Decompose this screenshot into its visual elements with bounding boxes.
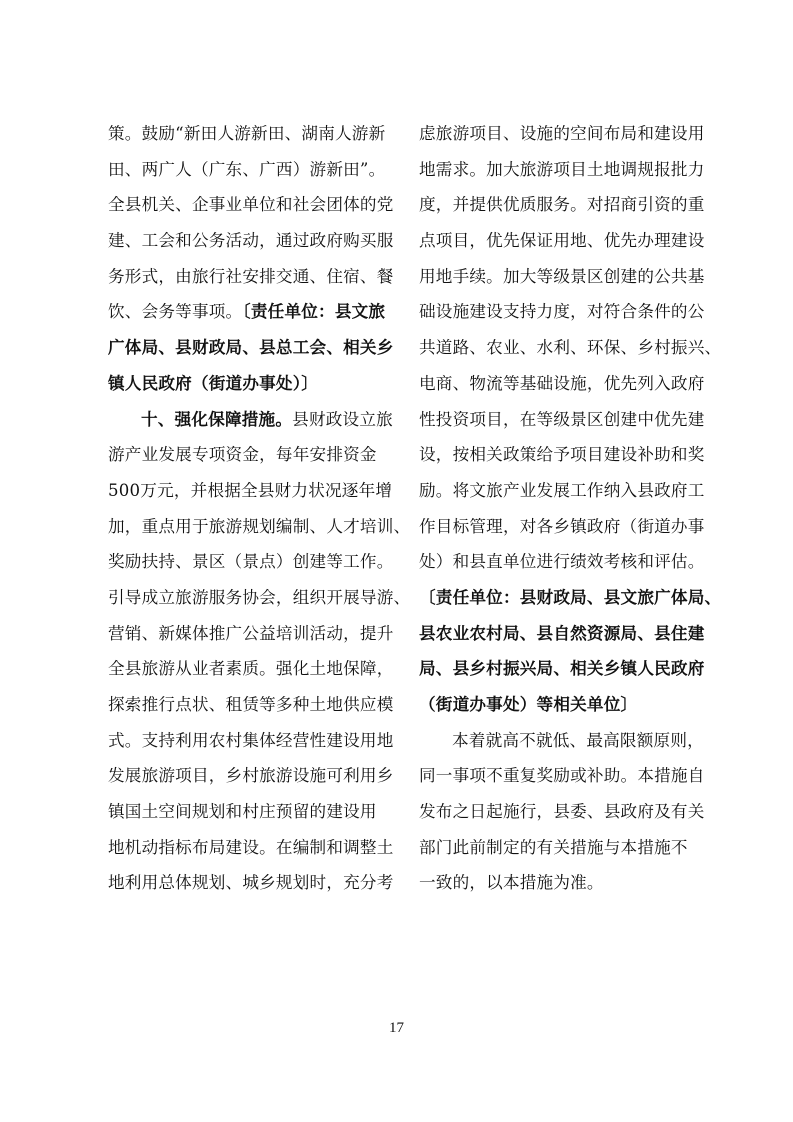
bold-text-run: 县农业农村局、县自然资源局、县住建 [419, 622, 705, 643]
text-run: 设，按相关政策给予项目建设补助和奖 [419, 445, 705, 465]
left-column [108, 116, 411, 901]
text-line [419, 330, 722, 366]
text-run: 建、工会和公务活动，通过政府购买服 [108, 231, 394, 251]
text-line [108, 330, 402, 366]
bold-text-run: （街道办事处）等相关单位〕 [419, 694, 638, 714]
text-line [108, 223, 402, 259]
text-run: 务形式，由旅行社安排交通、住宿、餐 [108, 266, 394, 286]
text-line [108, 509, 411, 545]
text-line [419, 116, 713, 152]
text-run: 度，并提供优质服务。对招商引资的重 [419, 195, 705, 215]
text-line [419, 758, 713, 794]
bold-text-run: 〔责任单位：县文旅 [242, 301, 386, 322]
text-line [108, 152, 402, 188]
text-line [419, 544, 713, 580]
text-line [419, 402, 713, 438]
text-run: 饮、会务等事项。 [108, 302, 243, 322]
text-run: 虑旅游项目、设施的空间布局和建设用 [419, 124, 705, 143]
text-run: 营销、新媒体推广公益培训活动，提升 [108, 623, 394, 643]
text-line [108, 758, 402, 794]
text-run: 地需求。加大旅游项目土地调规报批力 [419, 159, 705, 179]
text-run: 性投资项目，在等级景区创建中优先建 [419, 409, 705, 429]
text-run: 全县机关、企事业单位和社会团体的党 [108, 195, 394, 215]
text-run: 加，重点用于旅游规划编制、人才培训、 [108, 516, 411, 536]
text-run: 用地手续。加大等级景区创建的公共基 [419, 266, 705, 286]
text-line [108, 616, 402, 652]
text-line [419, 223, 713, 259]
text-line [419, 294, 713, 330]
text-line [419, 152, 713, 188]
text-run: 奖励扶持、景区（景点）创建等工作。 [108, 552, 394, 572]
text-run: 础设施建设支持力度，对符合条件的公 [419, 302, 705, 322]
text-line [108, 651, 402, 687]
page-number: 17 [389, 1020, 404, 1036]
text-line [108, 187, 402, 223]
text-line [108, 473, 402, 509]
text-run: 共道路、农业、水利、环保、乡村振兴、 [419, 338, 722, 358]
text-line [108, 865, 402, 901]
bold-text-run: 局、县乡村振兴局、相关乡镇人民政府 [419, 658, 705, 679]
text-line [108, 294, 402, 330]
text-run: 地利用总体规划、城乡规划时，充分考 [108, 873, 394, 893]
bold-text-run: 广体局、县财政局、县总工会、相关乡 [108, 337, 394, 358]
text-run: 作目标管理，对各乡镇政府（街道办事 [419, 516, 705, 536]
text-line [419, 651, 713, 687]
text-line [108, 794, 402, 830]
text-run: 策。鼓励“新田人游新田、湖南人游新 [108, 124, 386, 143]
text-line [108, 830, 402, 866]
text-run: 本着就高不就低、最高限额原则， [452, 730, 704, 750]
text-line [419, 865, 713, 901]
text-line [419, 687, 713, 723]
text-line [419, 437, 713, 473]
text-run: 电商、物流等基础设施，优先列入政府 [419, 373, 705, 393]
text-line [108, 437, 402, 473]
text-run: 部门此前制定的有关措施与本措施不 [419, 837, 688, 857]
bold-text-run: 镇人民政府（街道办事处）〕 [108, 372, 319, 393]
text-line [419, 616, 713, 652]
text-run: 励。将文旅产业发展工作纳入县政府工 [419, 480, 705, 500]
text-line [108, 402, 402, 438]
text-line [108, 259, 402, 295]
text-run: 500万元，并根据全县财力状况逐年增 [108, 480, 393, 500]
text-line [108, 116, 402, 152]
text-run: 同一事项不重复奖励或补助。本措施自 [419, 766, 705, 786]
text-run: 处）和县直单位进行绩效考核和评估。 [419, 552, 705, 572]
text-run: 引导成立旅游服务协会，组织开展导游、 [108, 587, 411, 607]
text-run: 点项目，优先保证用地、优先办理建设 [419, 231, 705, 251]
text-run: 游产业发展专项资金，每年安排资金 [108, 445, 377, 465]
text-run: 地机动指标布局建设。在编制和调整土 [108, 837, 394, 857]
text-run: 县财政设立旅 [292, 409, 393, 429]
text-run: 一致的，以本措施为准。 [419, 873, 604, 893]
text-run: 田、两广人（广东、广西）游新田”。 [108, 159, 386, 179]
text-run: 探索推行点状、租赁等多种土地供应模 [108, 695, 394, 714]
bold-text-run: 十、强化保障措施。 [141, 408, 293, 429]
text-line [108, 544, 402, 580]
text-line [419, 187, 713, 223]
text-line [419, 473, 713, 509]
text-line [108, 580, 411, 616]
text-line [108, 687, 402, 723]
text-line [419, 509, 713, 545]
text-run: 发布之日起施行，县委、县政府及有关 [419, 802, 705, 822]
text-line [419, 794, 713, 830]
text-line [419, 580, 722, 616]
text-run: 发展旅游项目，乡村旅游设施可利用乡 [108, 766, 394, 786]
text-line [108, 723, 402, 759]
right-column [419, 116, 722, 901]
text-run: 全县旅游从业者素质。强化土地保障， [108, 659, 394, 679]
text-run: 镇国土空间规划和村庄预留的建设用 [108, 802, 377, 822]
text-line [419, 366, 713, 402]
bold-text-run: 〔责任单位：县财政局、县文旅广体局、 [419, 586, 722, 607]
text-line [419, 723, 713, 759]
text-line [419, 830, 713, 866]
text-line [419, 259, 713, 295]
text-run: 式。支持利用农村集体经营性建设用地 [108, 730, 394, 750]
text-line [108, 366, 402, 402]
